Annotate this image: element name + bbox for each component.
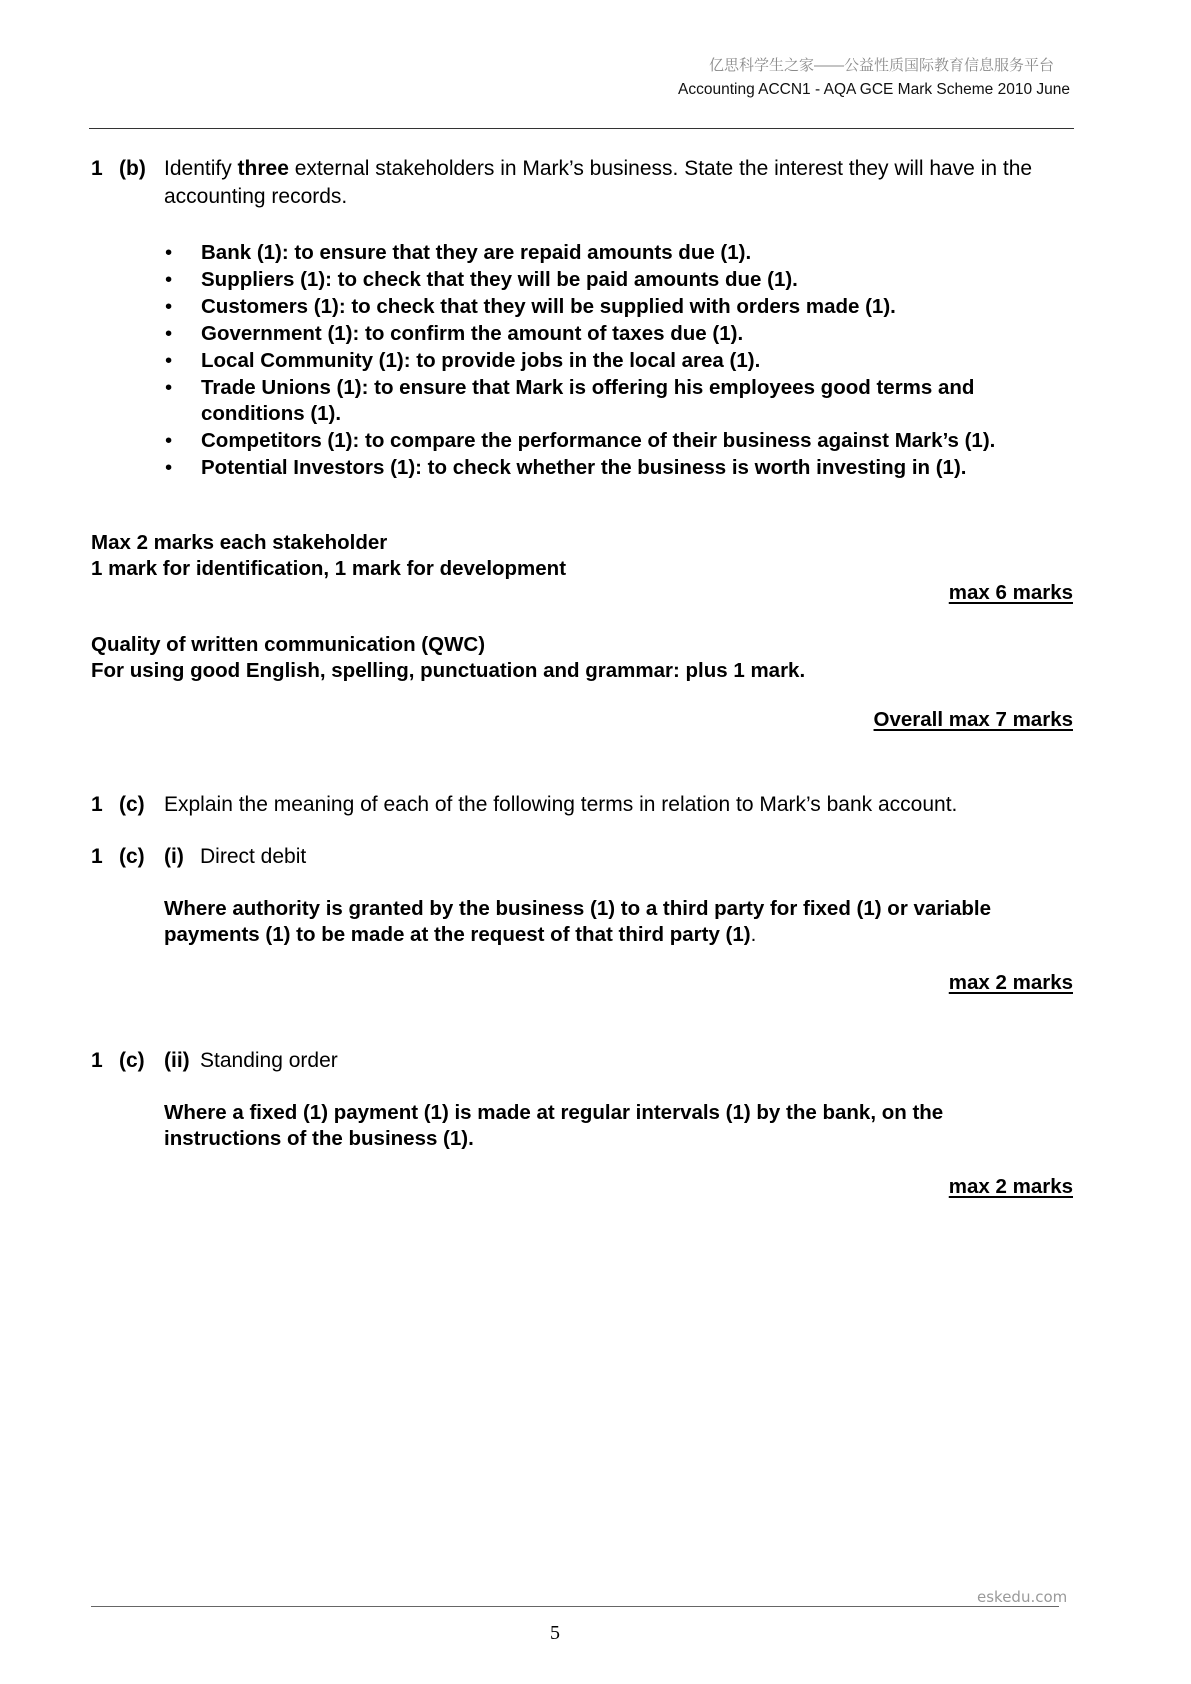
- q1ci-answer-text: Where authority is granted by the business (1) to a third party for fixed (1) or variable payments (1) to be made at the request of that third party (1): [164, 897, 991, 946]
- q1b-prompt-pre: Identify: [164, 157, 238, 180]
- list-item: • Government (1): to confirm the amount of taxes due (1).: [165, 321, 1075, 347]
- footer-divider: [91, 1606, 1059, 1607]
- qwc-text: For using good English, spelling, punctuation and grammar: plus 1 mark.: [91, 659, 806, 682]
- q1b-overall-marks: Overall max 7 marks: [873, 708, 1073, 731]
- q1cii-term: Standing order: [200, 1049, 338, 1072]
- list-item: • Local Community (1): to provide jobs in the local area (1).: [165, 348, 1075, 374]
- q1cii-subpart: (ii): [164, 1049, 190, 1072]
- footer-brand: eskedu.com: [977, 1588, 1068, 1606]
- q1ci-answer-period: .: [750, 922, 757, 946]
- q1cii-part: (c): [119, 1049, 145, 1072]
- list-item: • Potential Investors (1): to check whether the business is worth investing in (1).: [165, 455, 1075, 481]
- list-item: • Trade Unions (1): to ensure that Mark is offering his employees good terms and conditions (1).: [165, 375, 1075, 426]
- q1c-prompt: Explain the meaning of each of the following terms in relation to Mark’s bank account.: [164, 793, 958, 816]
- q1ci-subpart: (i): [164, 845, 184, 868]
- q1b-part: (b): [119, 157, 146, 180]
- q1b-prompt: [164, 155, 1064, 211]
- header-document-title: Accounting ACCN1 - AQA GCE Mark Scheme 2010 June: [678, 81, 1070, 98]
- q1ci-number: 1: [91, 845, 103, 868]
- stakeholder-list: [165, 240, 1075, 482]
- q1cii-answer: Where a fixed (1) payment (1) is made at regular intervals (1) by the bank, on the instructions of the business (1).: [164, 1101, 944, 1150]
- q1b-max-marks: max 6 marks: [948, 581, 1073, 604]
- q1b-max-note-1: Max 2 marks each stakeholder: [91, 531, 388, 554]
- q1c-part: (c): [119, 793, 145, 816]
- q1b-number: 1: [91, 157, 103, 180]
- q1ci-part: (c): [119, 845, 145, 868]
- q1ci-answer: [164, 896, 1074, 947]
- q1ci-term: Direct debit: [200, 845, 307, 868]
- list-item: • Suppliers (1): to check that they will be paid amounts due (1).: [165, 267, 1075, 293]
- page-number: 5: [550, 1622, 560, 1644]
- q1b-prompt-post: external stakeholders in Mark’s business. State the interest they will have in the accounting records.: [164, 157, 1033, 208]
- qwc-title: Quality of written communication (QWC): [91, 633, 486, 656]
- header-site-name: 亿思科学生之家——公益性质国际教育信息服务平台: [708, 57, 1054, 74]
- q1ci-max-marks: max 2 marks: [948, 971, 1073, 994]
- q1cii-max-marks: max 2 marks: [948, 1175, 1073, 1198]
- q1cii-number: 1: [91, 1049, 103, 1072]
- q1c-number: 1: [91, 793, 103, 816]
- list-item: • Competitors (1): to compare the performance of their business against Mark’s (1).: [165, 428, 1075, 454]
- list-item: • Bank (1): to ensure that they are repaid amounts due (1).: [165, 240, 1075, 266]
- list-item: • Customers (1): to check that they will be supplied with orders made (1).: [165, 294, 1075, 320]
- q1b-prompt-emphasis: three: [237, 157, 289, 180]
- header-divider: [89, 128, 1074, 129]
- q1b-max-note-2: 1 mark for identification, 1 mark for development: [91, 557, 567, 580]
